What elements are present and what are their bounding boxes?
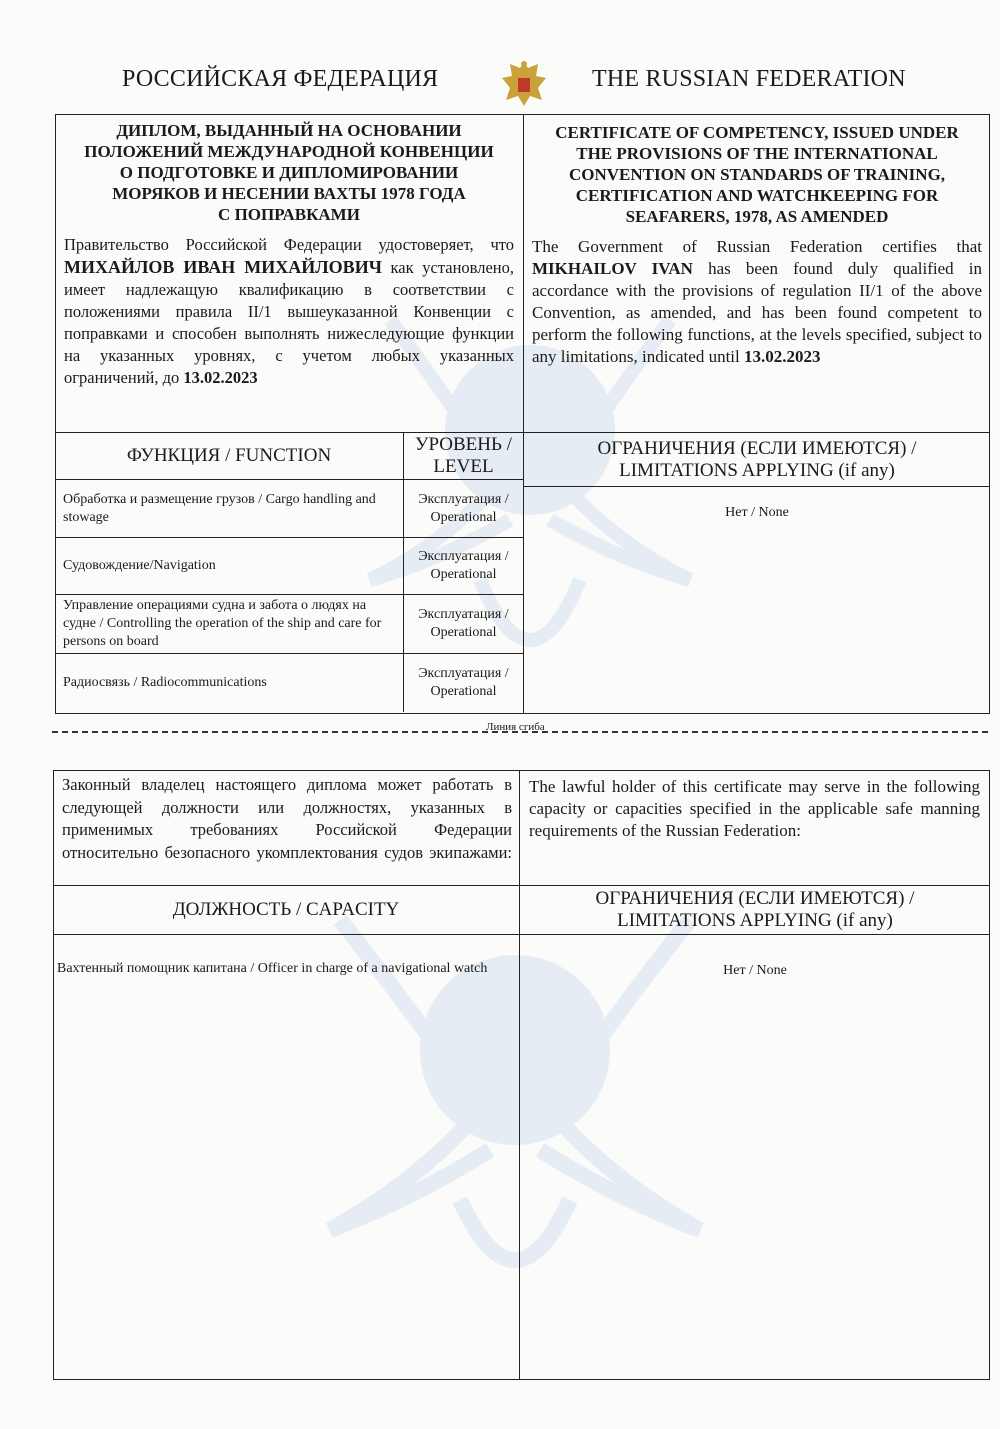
table-row-function: Управление операциями судна и забота о людях на судне / Controlling the operation of the ship and care for persons on board [63, 598, 382, 649]
coat-of-arms-icon [498, 56, 550, 110]
table-row-function: Радиосвязь / Radiocommunications [63, 675, 267, 690]
title-ru-line: МОРЯКОВ И НЕСЕНИИ ВАХТЫ 1978 ГОДА [112, 184, 466, 203]
capacity-text-en: The lawful holder of this certificate may serve in the following capacity or capacities specified in the applicable safe manning requirements of the Russian Federation: [529, 777, 980, 840]
capacity-value: Вахтенный помощник капитана / Officer in charge of a navigational watch [57, 961, 488, 976]
table-row-level: Эксплуатация / Operational [418, 491, 509, 525]
certificate-title-ru [60, 120, 518, 225]
column-header-level: УРОВЕНЬ / LEVEL [415, 434, 512, 477]
header-title-en: THE RUSSIAN FEDERATION [592, 66, 906, 92]
certification-text-en: The Government of Russian Federation certifies that MIKHAILOV IVAN has been found duly qualified in accordance with the provisions of regulation II/1 of the above Convention, as amended, and has been found competent to perform the following functions, at the levels specified, subject to any limitations, indicated until 13.02.2023 [532, 237, 983, 366]
certification-text-ru: Правительство Российской Федерации удостоверяет, что МИХАЙЛОВ ИВАН МИХАЙЛОВИЧ как установлено, имеет надлежащую квалификацию в соответствии с положениями правила II/1 вышеуказанной Конвенции с поправками и способен выполнять нижеследующие функции на указанных уровнях, с учетом любых указанных ограничений, до 13.02.2023 [64, 235, 514, 387]
table-row-function: Обработка и размещение грузов / Cargo handling and stowage [63, 491, 376, 525]
title-ru-line: ПОЛОЖЕНИЙ МЕЖДУНАРОДНОЙ КОНВЕНЦИИ [84, 142, 494, 161]
title-en-line: CONVENTION ON STANDARDS OF TRAINING, [568, 165, 946, 184]
header-title-ru: РОССИЙСКАЯ ФЕДЕРАЦИЯ [122, 66, 439, 92]
title-en-line: CERTIFICATE OF COMPETENCY, ISSUED UNDER [555, 123, 959, 142]
column-header-limitations-bottom: ОГРАНИЧЕНИЯ (ЕСЛИ ИМЕЮТСЯ) / LIMITATIONS APPLYING (if any) [595, 888, 915, 931]
expiry-date-ru: 13.02.2023 [183, 368, 258, 387]
title-en-line: THE PROVISIONS OF THE INTERNATIONAL [576, 144, 938, 163]
title-ru-line: ДИПЛОМ, ВЫДАННЫЙ НА ОСНОВАНИИ [116, 121, 462, 140]
holder-name-en: MIKHAILOV IVAN [532, 259, 693, 278]
title-ru-line: С ПОПРАВКАМИ [218, 205, 360, 224]
table-row-level: Эксплуатация / Operational [418, 666, 509, 699]
table-row-level: Эксплуатация / Operational [418, 607, 509, 640]
limitations-value-bottom: Нет / None [723, 963, 787, 978]
limitations-value-top: Нет / None [725, 505, 789, 520]
column-header-capacity: ДОЛЖНОСТЬ / CAPACITY [172, 899, 400, 920]
capacity-text-ru: Законный владелец настоящего диплома может работать в следующей должности или должностях, указанных в применимых требованиях Российской Федерации относительно безопасного укомплектования судов экипажами: [62, 775, 512, 862]
expiry-date-en: 13.02.2023 [744, 347, 821, 366]
table-row-level: Эксплуатация / Operational [418, 549, 509, 582]
certificate-title-en [528, 122, 986, 227]
fold-line [52, 731, 988, 733]
title-ru-line: О ПОДГОТОВКЕ И ДИПЛОМИРОВАНИИ [119, 163, 459, 182]
fold-line-label: Линия сгиба [486, 721, 545, 733]
title-en-line: SEAFARERS, 1978, AS AMENDED [625, 207, 889, 226]
title-en-line: CERTIFICATION AND WATCHKEEPING FOR [575, 186, 939, 205]
holder-name-ru: МИХАЙЛОВ ИВАН МИХАЙЛОВИЧ [64, 257, 382, 277]
column-header-limitations: ОГРАНИЧЕНИЯ (ЕСЛИ ИМЕЮТСЯ) / LIMITATIONS APPLYING (if any) [597, 437, 917, 481]
column-header-function: ФУНКЦИЯ / FUNCTION [126, 445, 332, 466]
table-row-function: Судовождение/Navigation [63, 558, 216, 573]
